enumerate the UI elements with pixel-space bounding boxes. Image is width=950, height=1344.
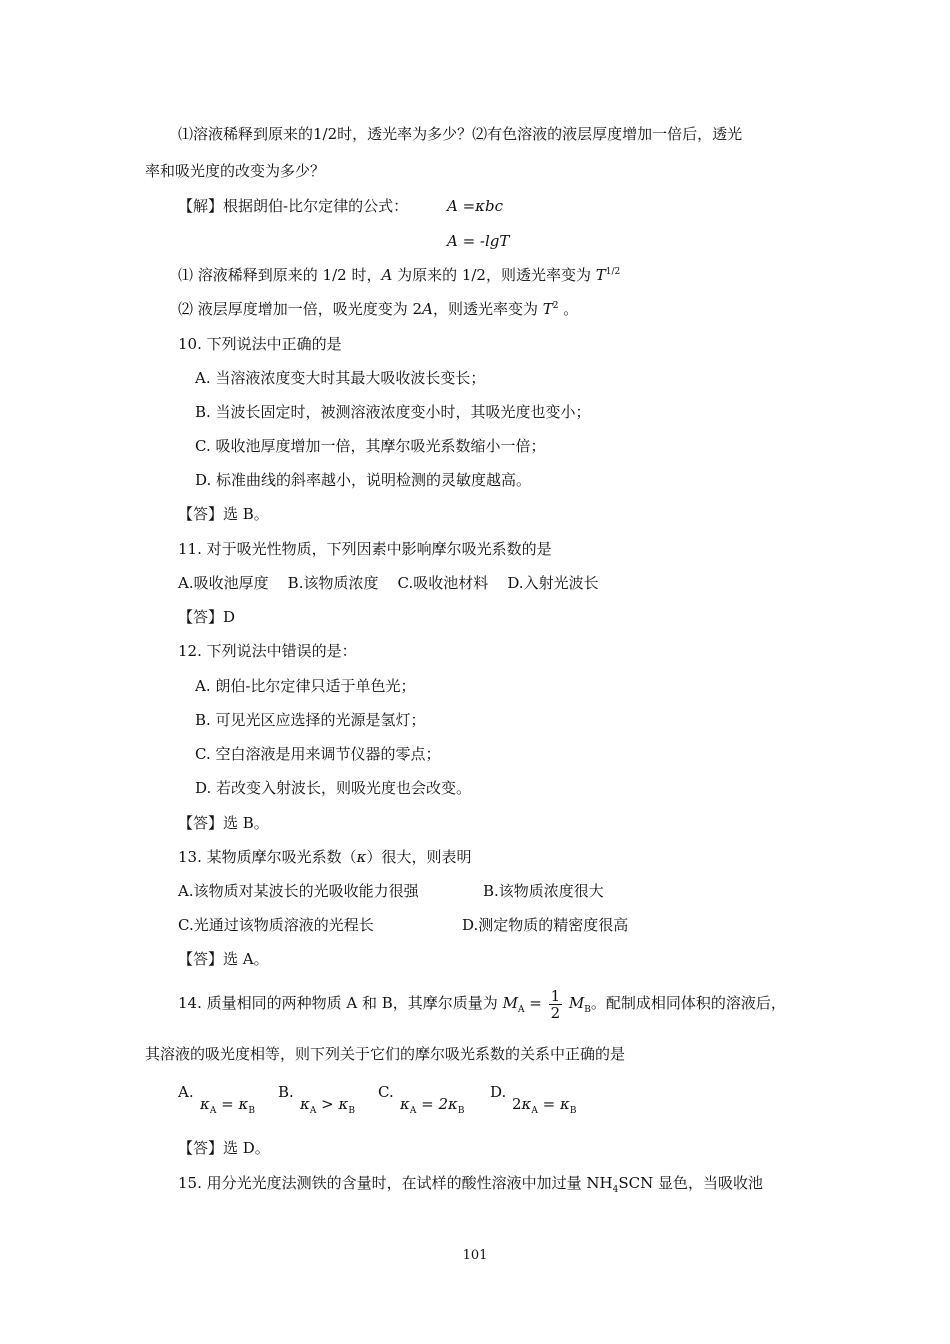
question-title: 15. 用分光光度法测铁的含量时，在试样的酸性溶液中加过量 $NH_4SCN$ 显色，当吸收池 <box>178 1174 763 1195</box>
option: A.该物质对某波长的光吸收能力很强 <box>178 882 419 900</box>
answer: 【答】选 D。 <box>178 1139 270 1157</box>
option: C. 吸收池厚度增加一倍，其摩尔吸光系数缩小一倍； <box>195 437 546 455</box>
answer: 【答】选 B。 <box>178 505 269 523</box>
formula-beer-lambert: A =κbc <box>447 197 504 215</box>
page-number: 101 <box>462 1248 488 1263</box>
option: D. 若改变入射波长，则吸光度也会改变。 <box>195 779 472 797</box>
solution-step-2: ⑵ 液层厚度增加一倍，吸光度变为 2A，则透光率变为 $T^2$ 。 <box>178 300 579 318</box>
option: B.该物质浓度很大 <box>483 882 604 900</box>
options-row: A.吸收池厚度 B.该物质浓度 C.吸收池材料 D.入射光波长 <box>178 574 599 592</box>
option: D. 标准曲线的斜率越小，说明检测的灵敏度越高。 <box>195 471 532 489</box>
solution-label: 【解】根据朗伯-比尔定律的公式： <box>178 197 409 215</box>
question-title: 13. 某物质摩尔吸光系数（κ）很大，则表明 <box>178 848 472 866</box>
option-d-label: D. <box>490 1083 507 1101</box>
option: B. 当波长固定时，被测溶液浓度变小时，其吸光度也变小； <box>195 403 591 421</box>
solution-step-1: ⑴ 溶液稀释到原来的 1/2 时，A 为原来的 1/2，则透光率变为 $T^{1/2}$ <box>178 266 621 284</box>
question-title: 11. 对于吸光性物质，下列因素中影响摩尔吸光系数的是 <box>178 540 552 558</box>
option-c-label: C. <box>378 1083 394 1101</box>
problem-text: 率和吸光度的改变为多少？ <box>145 162 326 180</box>
option-a-expr: $\kappa_A = \kappa_B$ <box>200 1095 255 1116</box>
option-b-expr: $\kappa_A > \kappa_B$ <box>300 1095 355 1116</box>
question-title: 14. 质量相同的两种物质 A 和 B，其摩尔质量为 $M_A$ = $\frac{1}{2}$ $M_B$。配制成相同体积的溶液后， <box>178 986 786 1022</box>
option: B. 可见光区应选择的光源是氢灯； <box>195 711 426 729</box>
option: C.光通过该物质溶液的光程长 <box>178 916 374 934</box>
formula-absorbance: A = -lgT <box>447 232 510 250</box>
option: A. 当溶液浓度变大时其最大吸收波长变长； <box>195 369 486 387</box>
option-a-label: A. <box>178 1083 194 1101</box>
option: D.测定物质的精密度很高 <box>462 916 629 934</box>
option: A. 朗伯-比尔定律只适于单色光； <box>195 677 416 695</box>
question-title: 12. 下列说法中错误的是： <box>178 642 357 660</box>
option-c-expr: $\kappa_A = 2\kappa_B$ <box>400 1095 465 1116</box>
option-b-label: B. <box>278 1083 294 1101</box>
answer: 【答】选 A。 <box>178 950 269 968</box>
option: C. 空白溶液是用来调节仪器的零点； <box>195 745 441 763</box>
answer: 【答】选 B。 <box>178 814 269 832</box>
problem-text: 其溶液的吸光度相等，则下列关于它们的摩尔吸光系数的关系中正确的是 <box>145 1045 626 1063</box>
question-title: 10. 下列说法中正确的是 <box>178 335 342 353</box>
answer: 【答】D <box>178 608 236 626</box>
fraction-one-half: $\frac{1}{2}$ <box>550 986 561 1022</box>
option-d-expr: $2\kappa_A = \kappa_B$ <box>512 1095 577 1116</box>
problem-text: ⑴溶液稀释到原来的1/2时，透光率为多少？⑵有色溶液的液层厚度增加一倍后，透光 <box>178 125 743 143</box>
